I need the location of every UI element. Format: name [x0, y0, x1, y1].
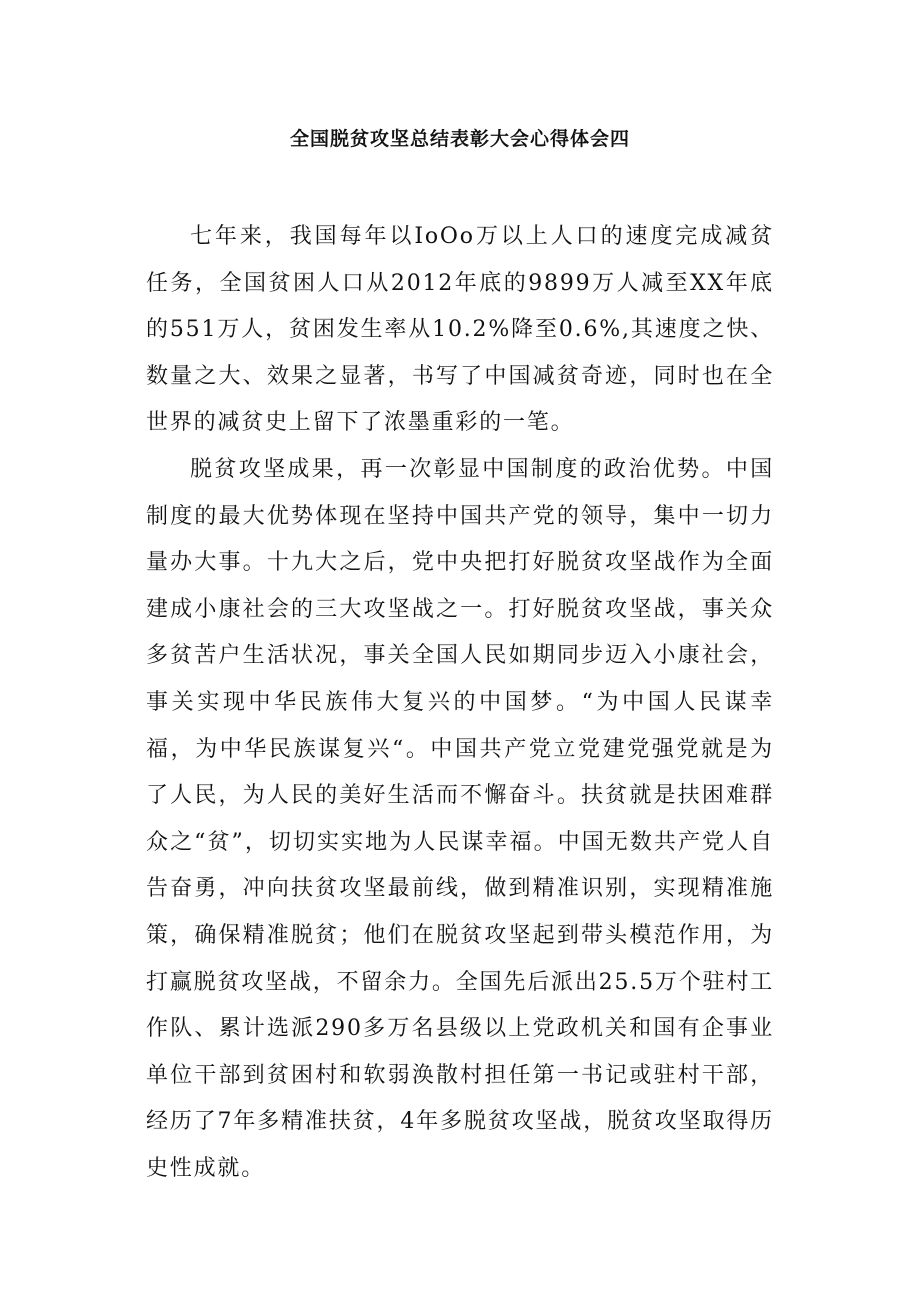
paragraph-1: 七年来，我国每年以IoOo万以上人口的速度完成减贫任务，全国贫困人口从2012年底的9899万人减至XX年底的551万人，贫困发生率从10.2%降至0.6%,其速度之快、数量之大、效果之显著，书写了中国减贫奇迹，同时也在全世界的减贫史上留下了浓墨重彩的一笔。: [146, 224, 774, 436]
document-body: [146, 214, 774, 1192]
document-title: 全国脱贫攻坚总结表彰大会心得体会四: [289, 128, 630, 150]
paragraph-2: 脱贫攻坚成果，再一次彰显中国制度的政治优势。中国制度的最大优势体现在坚持中国共产党的领导，集中一切力量办大事。十九大之后，党中央把打好脱贫攻坚战作为全面建成小康社会的三大攻坚战之一。打好脱贫攻坚战，事关众多贫苦户生活状况，事关全国人民如期同步迈入小康社会，事关实现中华民族伟大复兴的中国梦。“为中国人民谋幸福，为中华民族谋复兴“。中国共产党立党建党强党就是为了人民，为人民的美好生活而不懈奋斗。扶贫就是扶困难群众之“贫”，切切实实地为人民谋幸福。中国无数共产党人自告奋勇，冲向扶贫攻坚最前线，做到精准识别，实现精准施策，确保精准脱贫；他们在脱贫攻坚起到带头模范作用，为打赢脱贫攻坚战，不留余力。全国先后派出25.5万个驻村工作队、累计选派290多万名县级以上党政机关和国有企事业单位干部到贫困村和软弱涣散村担任第一书记或驻村干部，经历了7年多精准扶贫，4年多脱贫攻坚战，脱贫攻坚取得历史性成就。: [146, 456, 774, 1181]
